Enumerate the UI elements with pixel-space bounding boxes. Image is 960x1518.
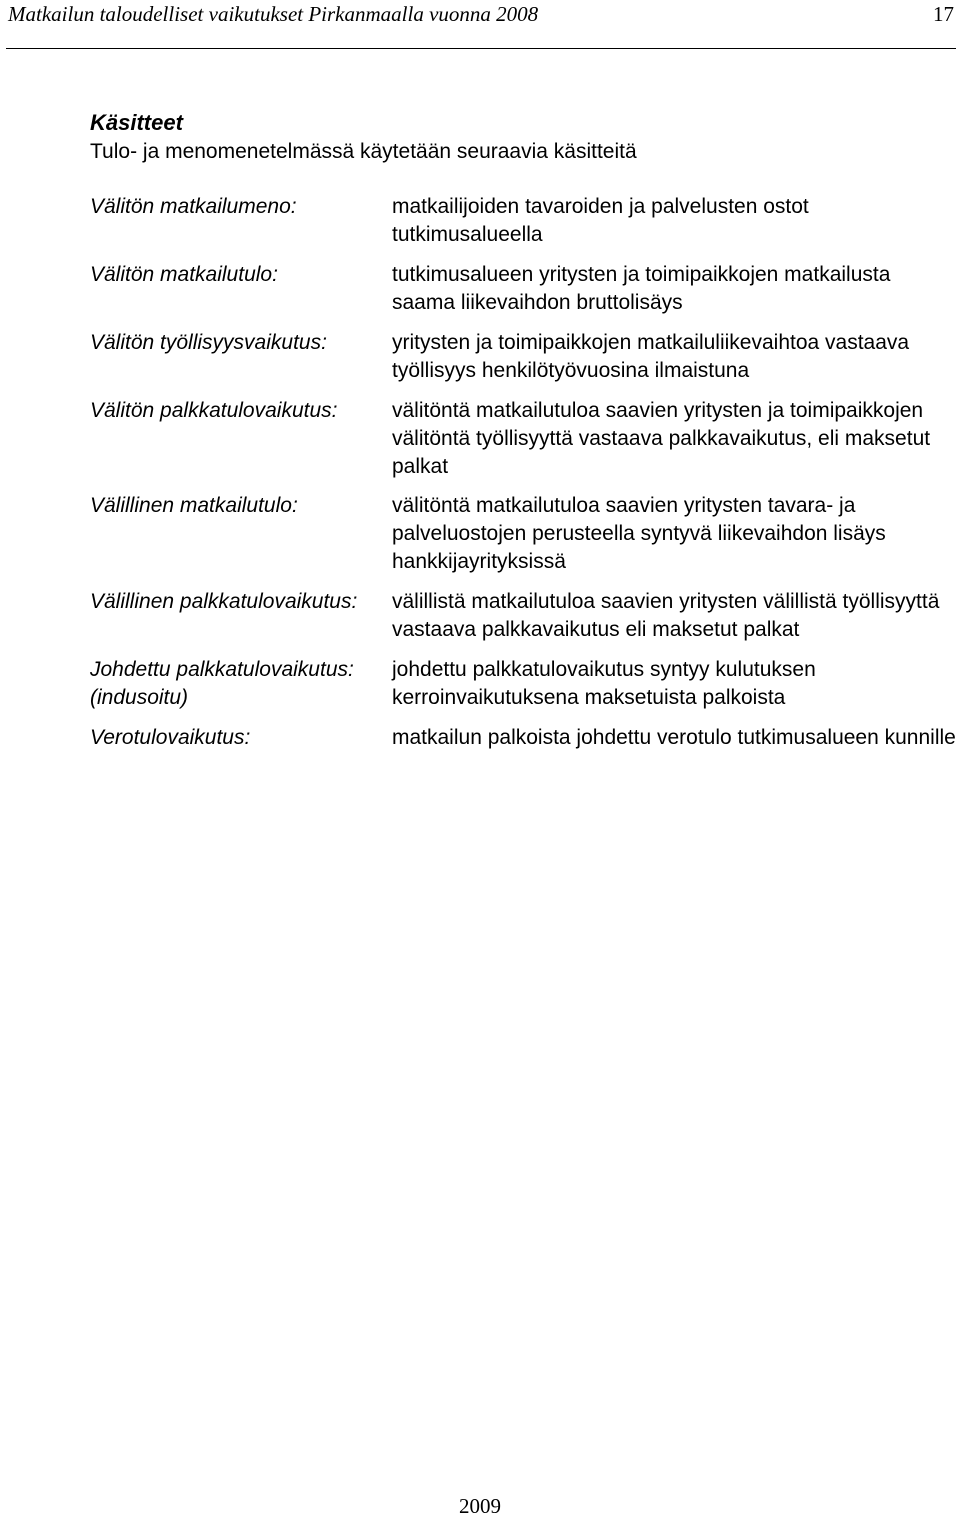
footer-year: 2009 <box>459 1494 501 1518</box>
term-label-note: (indusoitu) <box>90 686 189 709</box>
header-divider <box>6 48 956 49</box>
term-label: Välitön palkkatulovaikutus: <box>90 399 338 422</box>
term-label: Verotulovaikutus: <box>90 726 251 749</box>
section-title: Käsitteet <box>90 110 183 135</box>
term-definition: välitöntä matkailutuloa saavien yritysten tavara- ja palveluostojen perusteella syntyvä liikevaihdon lisäys hankkijayrityksissä <box>392 494 886 573</box>
term-label: Välitön työllisyysvaikutus: <box>90 331 327 354</box>
page-number: 17 <box>933 2 954 26</box>
term-definition: välillistä matkailutuloa saavien yritysten välillistä työllisyyttä vastaava palkkavaikutus eli maksetut palkat <box>392 590 940 641</box>
term-definition: johdettu palkkatulovaikutus syntyy kulutuksen kerroinvaikutuksena maksetuista palkoista <box>392 658 816 709</box>
term-label: Välillinen matkailutulo: <box>90 494 298 517</box>
term-definition: matkailun palkoista johdettu verotulo tutkimusalueen kunnille <box>392 726 956 749</box>
term-label: Johdettu palkkatulovaikutus: <box>90 658 354 681</box>
term-definition: yritysten ja toimipaikkojen matkailuliikevaihtoa vastaava työllisyys henkilötyövuosina ilmaistuna <box>392 331 910 382</box>
section-intro: Tulo- ja menomenetelmässä käytetään seuraavia käsitteitä <box>90 140 637 163</box>
term-label: Välitön matkailumeno: <box>90 195 297 218</box>
term-definition: tutkimusalueen yritysten ja toimipaikkojen matkailusta saama liikevaihdon bruttolisäys <box>392 263 891 314</box>
term-definition: välitöntä matkailutuloa saavien yritysten ja toimipaikkojen välitöntä työllisyyttä vastaava palkkavaikutus, eli maksetut palkat <box>392 399 931 478</box>
term-definition: matkailijoiden tavaroiden ja palvelusten ostot tutkimusalueella <box>392 195 809 246</box>
term-label: Välitön matkailutulo: <box>90 263 278 286</box>
running-header-title: Matkailun taloudelliset vaikutukset Pirkanmaalla vuonna 2008 <box>8 2 539 26</box>
term-label: Välillinen palkkatulovaikutus: <box>90 590 358 613</box>
